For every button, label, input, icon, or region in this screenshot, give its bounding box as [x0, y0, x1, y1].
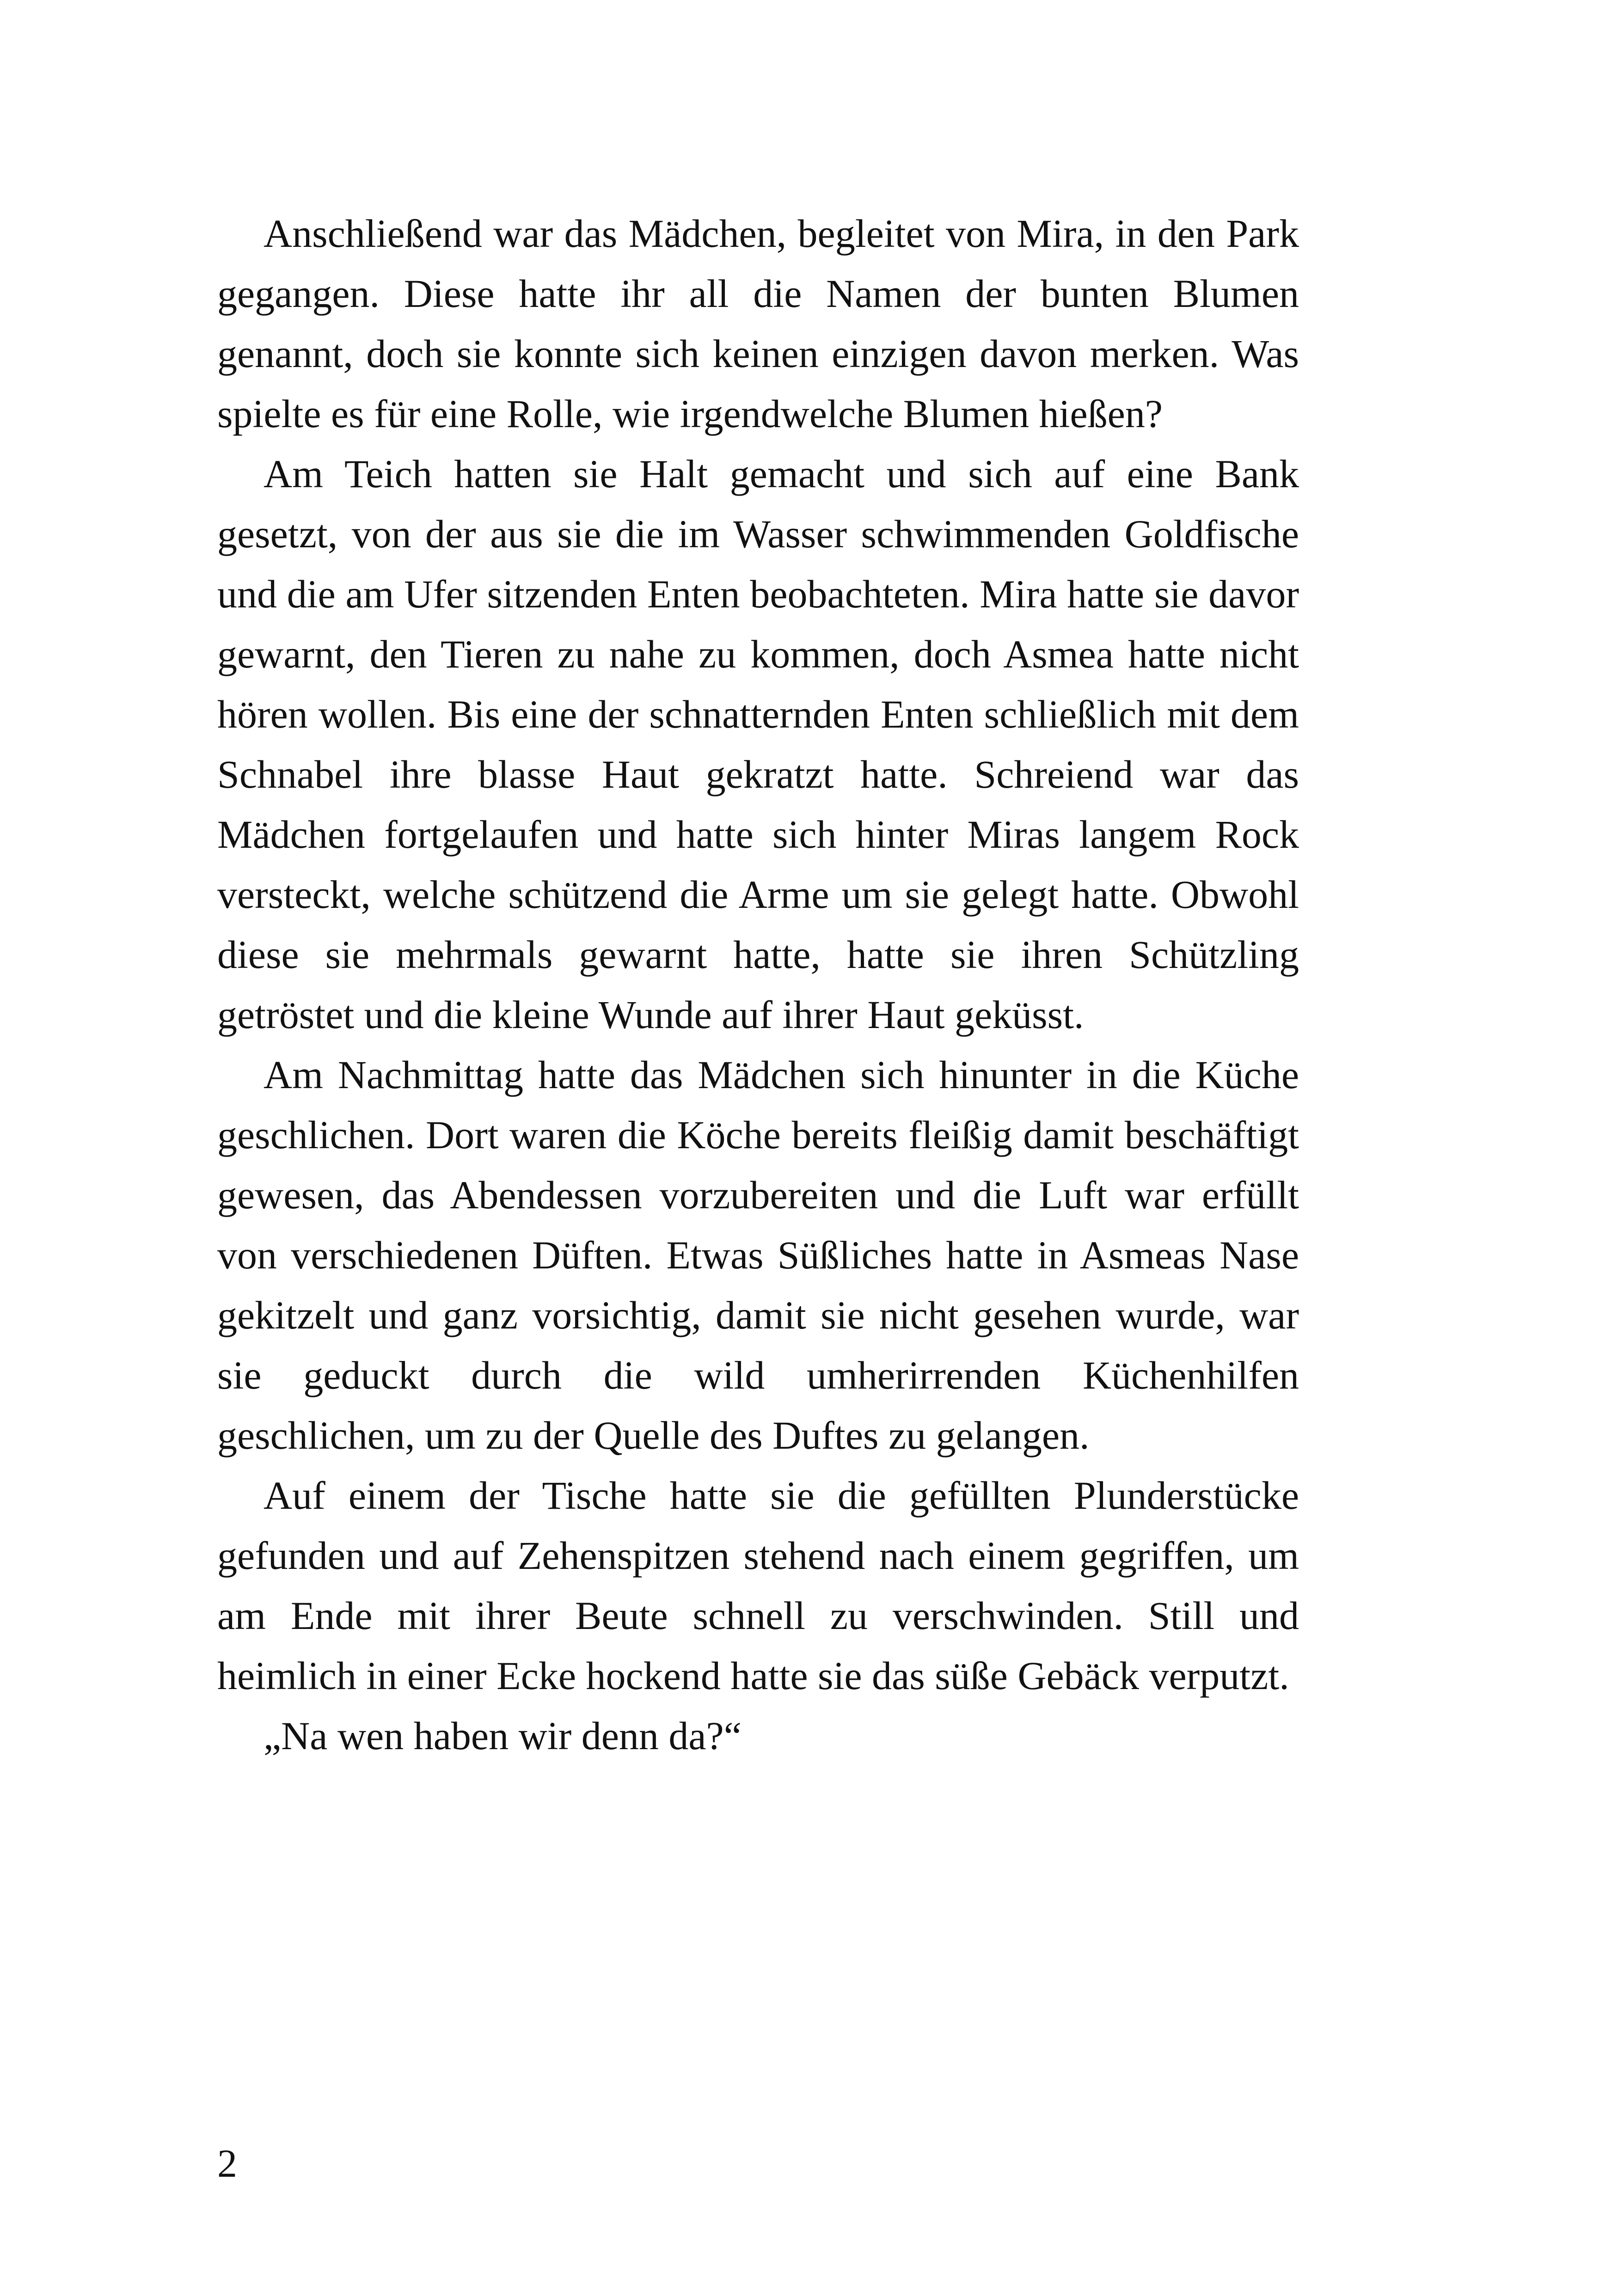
body-text	[217, 203, 1299, 1766]
paragraph-5: „Na wen haben wir denn da?“	[264, 1714, 742, 1758]
paragraph-3: Am Nachmittag hatte das Mädchen sich hinunter in die Küche geschlichen. Dort waren die Köche bereits fleißig damit beschäftigt gewesen, das Abendessen vorzubereiten und die Luft war erfüllt von verschiedenen Düften. Etwas Süßliches hatte in Asmeas Nase gekitzelt und ganz vorsichtig, damit sie nicht gesehen wurde, war sie geduckt durch die wild umherirrenden Küchenhilfen geschlichen, um zu der Quelle des Duftes zu gelangen.	[217, 1053, 1299, 1457]
paragraph-2: Am Teich hatten sie Halt gemacht und sich auf eine Bank gesetzt, von der aus sie die im Wasser schwimmenden Goldfische und die am Ufer sitzenden Enten beobachteten. Mira hatte sie davor gewarnt, den Tieren zu nahe zu kommen, doch Asmea hatte nicht hören wollen. Bis eine der schnatternden Enten schließlich mit dem Schnabel ihre blasse Haut gekratzt hatte. Schreiend war das Mädchen fortgelaufen und hatte sich hinter Miras langem Rock versteckt, welche schützend die Arme um sie gelegt hatte. Obwohl diese sie mehrmals gewarnt hatte, hatte sie ihren Schützling getröstet und die kleine Wunde auf ihrer Haut geküsst.	[217, 452, 1299, 1037]
paragraph-4: Auf einem der Tische hatte sie die gefüllten Plunderstücke gefunden und auf Zehenspitzen stehend nach einem gegriffen, um am Ende mit ihrer Beute schnell zu verschwinden. Still und heimlich in einer Ecke hockend hatte sie das süße Gebäck verputzt.	[217, 1473, 1299, 1698]
paragraph-1: Anschließend war das Mädchen, begleitet von Mira, in den Park gegangen. Diese hatte ihr all die Namen der bunten Blumen genannt, doch sie konnte sich keinen einzigen davon merken. Was spielte es für eine Rolle, wie irgendwelche Blumen hießen?	[217, 211, 1299, 436]
page-number: 2	[217, 2141, 237, 2186]
